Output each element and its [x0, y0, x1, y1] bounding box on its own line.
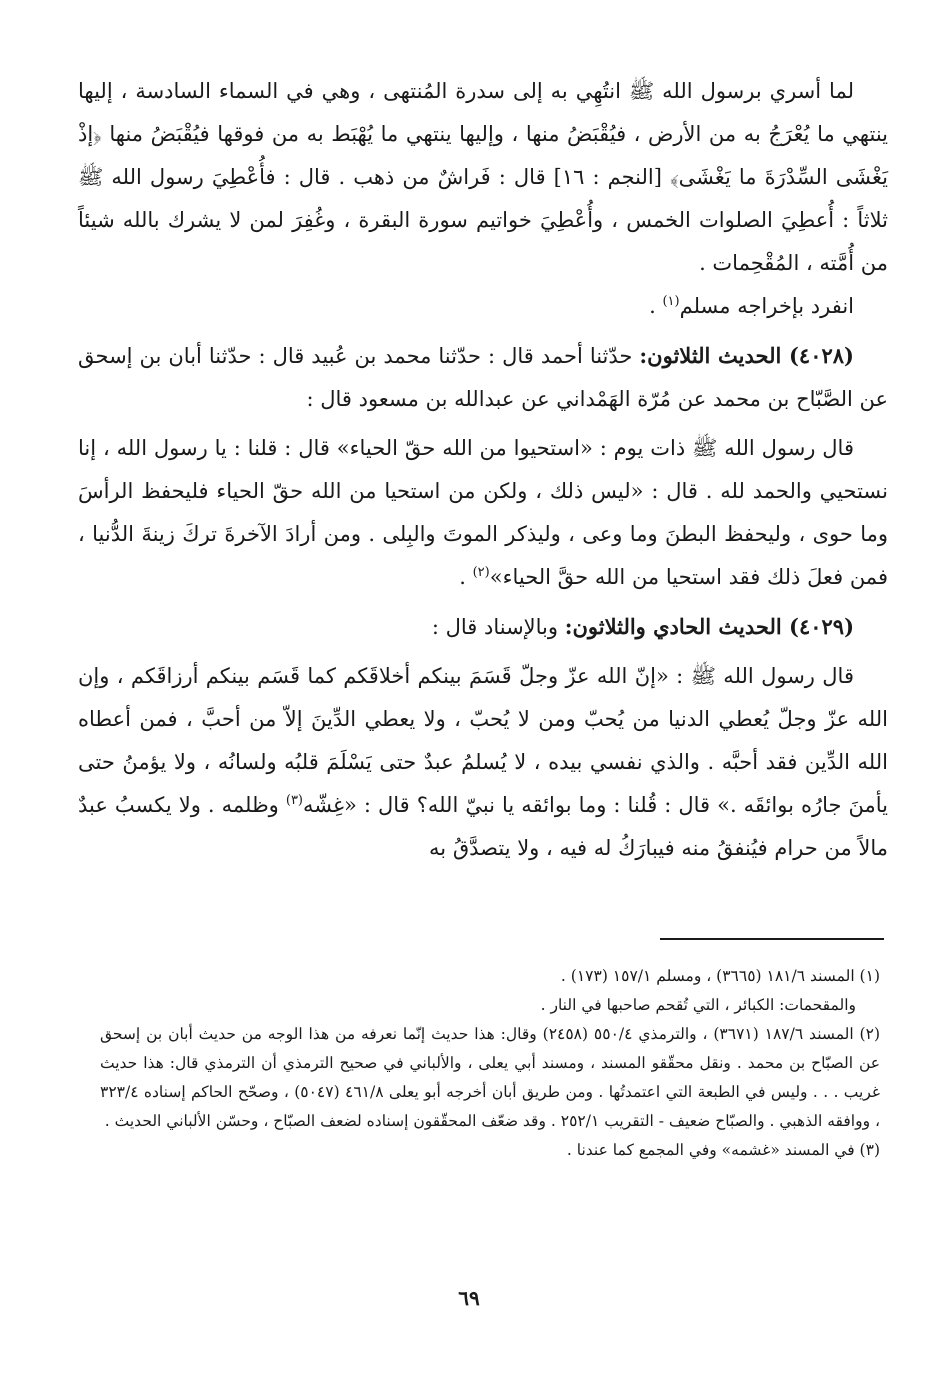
hadith-31-text-a: قال رسول الله ﷺ : «إنّ الله عزّ وجلّ قَسَمَ بينكم أخلاقَكم كما قَسَم بينكم أرزاقَكم ، وإن الله عزّ وجلّ يُعطي الدنيا من يُحبّ ومن لا يُحبّ ، ولا يعطي الدِّينَ إلاّ من أحبَّ ، فمن أعطاه الله الدِّين فقد أحبَّه . والذي نفسي بيده ، لا يُسلمُ عبدٌ حتى يَسْلَمَ قلبُه ولسانُه ، ولا يؤمنُ حتى يأمنَ جارُه بوائقَه .» قال : قُلنا : وما بوائقه يا نبيّ الله؟ قال : «غِشّه	[78, 664, 888, 817]
footnote-1-continuation: والمقحمات: الكبائر ، التي تُقحم صاحبها في النار .	[540, 996, 856, 1014]
hadith-30-title: (٤٠٢٨) الحديث الثلاثون:	[639, 343, 854, 368]
footnote-ref-2[interactable]: (٢)	[472, 565, 490, 580]
attribution-line	[78, 285, 888, 328]
footnote-ref-1[interactable]: (١)	[662, 294, 680, 309]
hadith-31-isnad: وبالإسناد قال :	[431, 615, 565, 639]
hadith-31-header	[78, 605, 888, 649]
hadith-paragraph-3	[78, 655, 888, 870]
hadith-paragraph-1: لما أسري برسول الله ﷺ انتُهِي به إلى سدرة المُنتهى ، وهي في السماء السادسة ، إليها ينتهي ما يُعْرَجُ به من الأرض ، فيُقْبَضُ منها ، وإليها ينتهي ما يُهْبَط به من فوقها فيُقْبَضُ منها ﴿إذْ يَغْشَى السِّدْرَةَ ما يَغْشَى﴾ [النجم : ١٦] قال : فَراشٌ من ذهب . قال : فأُعْطِيَ رسول الله ﷺ ثلاثاً : أُعطِيَ الصلوات الخمس ، وأُعْطِيَ خواتيم سورة البقرة ، وغُفِرَ لمن لا يشرك بالله شيئاً من أُمَّته ، المُقْحِمات .	[78, 79, 888, 275]
footnote-ref-3[interactable]: (٣)	[285, 793, 303, 808]
main-text	[78, 70, 888, 870]
hadith-30-end: .	[459, 565, 473, 589]
hadith-30-header	[78, 334, 888, 421]
footnote-2: (٢) المسند ١٨٧/٦ (٣٦٧١) ، والترمذي ٥٥٠/٤ (٢٤٥٨) وقال: هذا حديث إنّما نعرفه من هذا الوجه من حديث أبان بن إسحق عن الصبّاح بن محمد . ونقل محقّقو المسند ، ومسند أبي يعلى ، والألباني في صحيح الترمذي أن الترمذي قال: هذا حديث غريب . . . وليس في الطبعة التي اعتمدتُها . ومن طريق أبان أخرجه أبو يعلى ٤٦١/٨ (٥٠٤٧) ، وصحّح الحاكم إسناده ٣٢٣/٤ ، ووافقه الذهبي . والصبّاح ضعيف - التقريب ٢٥٢/١ . وقد ضعّف المحقّقون إسناده لضعف الصبّاح ، وحسّن الألباني الحديث .	[100, 1025, 880, 1130]
attribution-end: .	[649, 294, 663, 318]
footnotes	[100, 962, 880, 1165]
page-number: ٦٩	[458, 1286, 480, 1310]
footnote-3: (٣) في المسند «غشمه» وفي المجمع كما عندنا .	[566, 1141, 880, 1159]
hadith-31-text-b: وظلمه . ولا يكسبُ عبدٌ مالاً من حرام فيُنفقُ منه فيبارَكُ له فيه ، ولا يتصدَّقُ به	[78, 793, 888, 860]
hadith-paragraph-2	[78, 427, 888, 599]
footnote-1: (١) المسند ١٨١/٦ (٣٦٦٥) ، ومسلم ١٥٧/١ (١٧٣) .	[560, 967, 880, 985]
footnote-divider	[660, 938, 884, 940]
attribution-text: انفرد بإخراجه مسلم	[679, 294, 854, 318]
hadith-31-title: (٤٠٢٩) الحديث الحادي والثلاثون:	[564, 614, 854, 639]
hadith-30-text: قال رسول الله ﷺ ذات يوم : «استحيوا من الله حقّ الحياء» قال : قلنا : يا رسول الله ، إنا نستحيي والحمد لله . قال : «ليس ذلك ، ولكن من استحيا من الله حقّ الحياء فليحفظ الرأسَ وما حوى ، وليحفظ البطنَ وما وعى ، وليذكر الموتَ والبِلى . ومن أرادَ الآخرةَ تركَ زينةَ الدُّنيا ، فمن فعلَ ذلك فقد استحيا من الله حقَّ الحياء»	[78, 436, 888, 589]
hadith-30-isnad: حدّثنا أحمد قال : حدّثنا محمد بن عُبيد قال : حدّثنا أبان بن إسحق عن الصَّبّاح بن محمد عن مُرّة الهَمْداني عن عبدالله بن مسعود قال :	[78, 344, 888, 411]
